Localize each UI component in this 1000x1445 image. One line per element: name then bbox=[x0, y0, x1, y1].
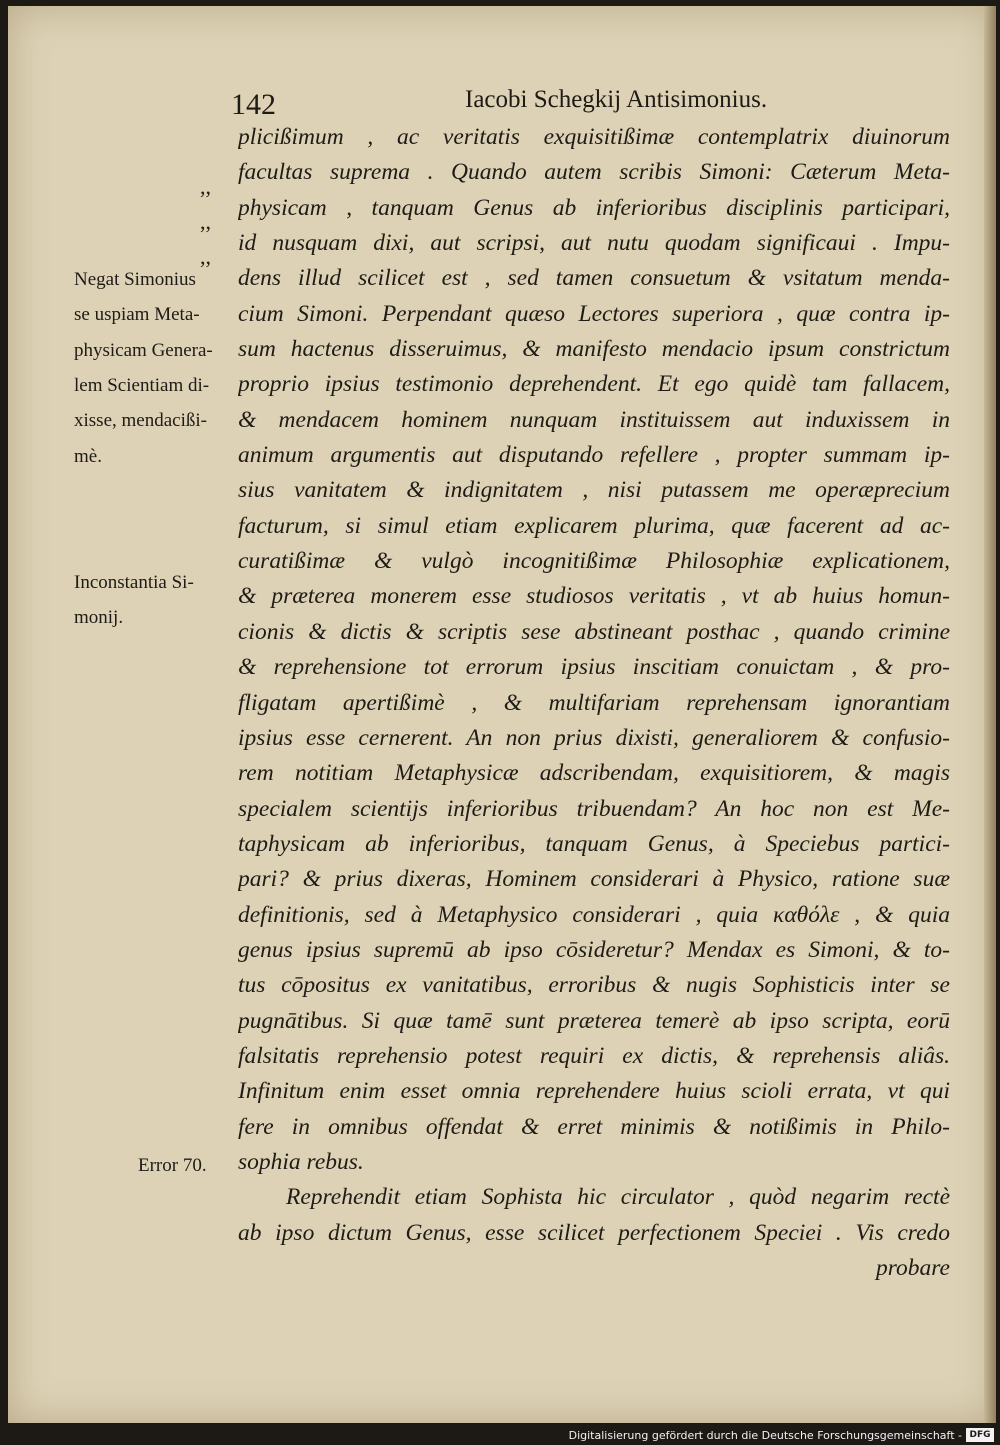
margin-note bbox=[74, 565, 244, 636]
text-line: pari? & prius dixeras, Hominem considerari à Physico, ratione suæ bbox=[238, 866, 950, 893]
margin-note-line: Error 70. bbox=[138, 1155, 207, 1176]
text-line: Infinitum enim esset omnia reprehendere huius scioli errata, vt qui bbox=[238, 1078, 950, 1105]
margin-note-line: monij. bbox=[74, 607, 124, 629]
text-line: facturum, si simul etiam explicarem plurima, quæ facerent ad ac- bbox=[238, 512, 950, 539]
text-line: tus cōpositus ex vanitatibus, erroribus & nugis Sophisticis inter se bbox=[238, 972, 950, 999]
margin-note-line: se uspiam Meta- bbox=[74, 304, 200, 326]
text-line: cionis & dictis & scriptis sese abstineant posthac , quando crimine bbox=[238, 618, 950, 645]
margin-note-line: lem Scientiam di- bbox=[74, 375, 210, 397]
text-line: & reprehensione tot errorum ipsius inscitiam conuictam , & pro- bbox=[238, 654, 950, 681]
text-line: ab ipso dictum Genus, esse scilicet perfectionem Speciei . Vis credo bbox=[238, 1219, 950, 1246]
text-line: fere in omnibus offendat & erret minimis & notißimis in Philo- bbox=[238, 1113, 950, 1140]
page-edge bbox=[984, 6, 996, 1423]
body-text bbox=[238, 120, 950, 1286]
text-line: & mendacem hominem nunquam instituissem aut induxissem in bbox=[238, 406, 950, 433]
running-title: Iacobi Schegkij Antisimonius. bbox=[465, 86, 768, 113]
text-line: physicam , tanquam Genus ab inferioribus disciplinis participari, bbox=[238, 194, 950, 221]
text-line: sius vanitatem & indignitatem , nisi putassem me operæprecium bbox=[238, 477, 950, 504]
quote-mark: ,, bbox=[200, 209, 211, 234]
text-line: plicißimum , ac veritatis exquisitißimæ contemplatrix diuinorum bbox=[238, 124, 950, 150]
text-line: falsitatis reprehensio potest requiri ex dictis, & reprehensis aliâs. bbox=[238, 1042, 950, 1069]
text-line: proprio ipsius testimonio deprehendent. Et ego quidè tam fallacem, bbox=[238, 371, 950, 398]
text-line: pugnātibus. Si quæ tamē sunt præterea temerè ab ipso scripta, eorū bbox=[238, 1007, 950, 1034]
text-line: taphysicam ab inferioribus, tanquam Genus, à Speciebus partici- bbox=[238, 830, 950, 857]
quote-mark: ,, bbox=[200, 244, 211, 269]
text-line: definitionis, sed à Metaphysico considerari , quia καθόλε , & quia bbox=[238, 901, 950, 928]
text-line: id nusquam dixi, aut scripsi, aut nutu quodam significaui . Impu- bbox=[238, 230, 950, 257]
text-line: animum argumentis aut disputando refellere , propter summam ip- bbox=[238, 442, 950, 469]
text-line: cium Simoni. Perpendant quæso Lectores superiora , quæ contra ip- bbox=[238, 300, 950, 327]
margin-note-line: mè. bbox=[74, 445, 102, 467]
funding-credit: Digitalisierung gefördert durch die Deutsche Forschungsgemeinschaft - bbox=[568, 1429, 962, 1442]
margin-note-line: physicam Genera- bbox=[74, 339, 213, 361]
text-line: rem notitiam Metaphysicæ adscribendam, exquisitiorem, & magis bbox=[238, 760, 950, 787]
margin-note bbox=[138, 1148, 308, 1183]
text-line: fligatam apertißimè , & multifariam reprehensam ignorantiam bbox=[238, 689, 950, 716]
quote-mark: ,, bbox=[200, 174, 211, 199]
text-line: sophia rebus. bbox=[238, 1148, 364, 1175]
catchword: probare bbox=[876, 1255, 950, 1281]
dfg-logo: DFG bbox=[966, 1428, 994, 1442]
text-line: genus ipsius supremū ab ipso cōsideretur? Mendax es Simoni, & to- bbox=[238, 936, 950, 963]
text-line: sum hactenus disseruimus, & manifesto mendacio ipsum constrictum bbox=[238, 336, 950, 363]
text-line: Reprehendit etiam Sophista hic circulator , quòd negarim rectè bbox=[286, 1184, 950, 1211]
text-line: specialem scientijs inferioribus tribuendam? An hoc non est Me- bbox=[238, 795, 950, 822]
text-line: & præterea monerem esse studiosos veritatis , vt ab huius homun- bbox=[238, 583, 950, 610]
text-line: dens illud scilicet est , sed tamen consuetum & vsitatum menda- bbox=[238, 265, 950, 292]
text-line: ipsius esse cernerent. An non prius dixisti, generaliorem & confusio- bbox=[238, 724, 950, 751]
margin-note bbox=[74, 262, 244, 474]
margin-note-line: Inconstantia Si- bbox=[74, 572, 194, 593]
text-line: curatißimæ & vulgò incognitißimæ Philosophiæ explicationem, bbox=[238, 548, 950, 575]
page-number: 142 bbox=[231, 88, 276, 121]
text-line: facultas suprema . Quando autem scribis Simoni: Cæterum Meta- bbox=[238, 159, 950, 186]
margin-note-line: xisse, mendacißi- bbox=[74, 410, 207, 432]
margin-note-line: Negat Simonius bbox=[74, 269, 196, 290]
